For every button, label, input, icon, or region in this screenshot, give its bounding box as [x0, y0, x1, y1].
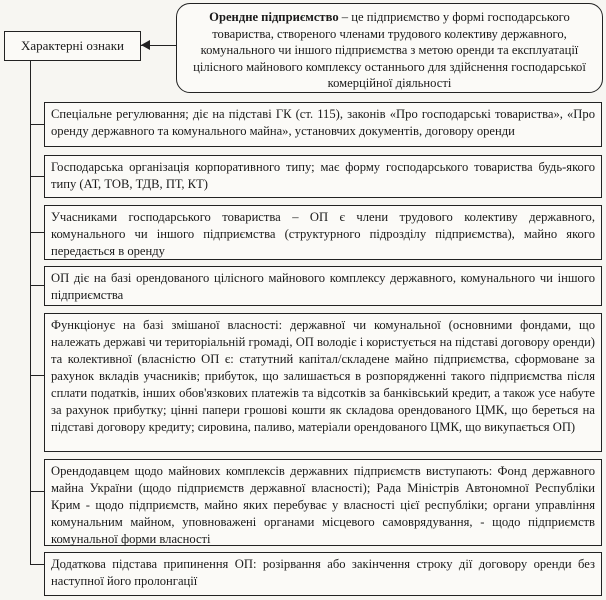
- branch-line: [30, 564, 44, 565]
- feature-text: Функціонує на базі змішаної власності: державної чи комунальної (основними фондами, що належать державі чи територіальній громаді, ОП володіє і користується на підставі договору оренди) та колективної (власністю ОП є: статутний капітал/складене майно підприємства, сформоване за рахунок вкладів учасників; прибуток, що залишається в розпорядженні такого підприємства після сплати податків, інших обов'язкових платежів та відсотків за банківський кредит, а також усе набуте за рахунок прибутку; цінні папери грошові кошти як складова орендованого ЦМК, що береться на підставі договору кредиту; сировина, паливо, матеріали орендованого ЦМК, що викупається ОП): [51, 318, 595, 434]
- feature-box: [44, 266, 602, 306]
- definition-box: [176, 3, 603, 93]
- feature-text: Орендодавцем щодо майнових комплексів державних підприємств виступають: Фонд державного майна України (щодо підприємств державної власності); Рада Міністрів Автономної Республіки Крим - щодо підприємств, майно яких перебуває у власності цієї республіки; органи управління комунальним майном, уповноважені органами місцевого самоврядування, - щодо підприємств комунальної форми власності: [51, 464, 595, 546]
- feature-box: [44, 552, 602, 596]
- branch-line: [30, 124, 44, 125]
- feature-text: ОП діє на базі орендованого цілісного майнового комплексу державного, комунального чи іншого підприємства: [51, 271, 595, 302]
- branch-line: [30, 232, 44, 233]
- branch-line: [30, 491, 44, 492]
- branch-line: [30, 375, 44, 376]
- branch-line: [30, 176, 44, 177]
- feature-text: Учасниками господарського товариства – ОП є члени трудового колективу державного, комунального чи іншого підприємства (структурного підрозділу підприємства), майно якого передається в оренду: [51, 210, 595, 258]
- feature-text: Спеціальне регулювання; діє на підставі ГК (ст. 115), законів «Про господарські товариства», «Про оренду державного та комунального майна», установчих документів, договору оренди: [51, 107, 595, 138]
- arrow-icon: [141, 40, 150, 50]
- feature-text: Господарська організація корпоративного типу; має форму господарського товариства будь-якого типу (АТ, ТОВ, ТДВ, ПТ, КТ): [51, 160, 595, 191]
- feature-box: [44, 102, 602, 147]
- definition-text: – це підприємство у формі господарського товариства, створеного членами трудового колективу державного, комунального чи іншого підприємства з метою оренди та експлуатації цілісного майнового комплексу останнього для здійснення господарської комерційної діяльності: [193, 10, 586, 90]
- branch-line: [30, 285, 44, 286]
- feature-box: [44, 155, 602, 198]
- feature-box: [44, 205, 602, 260]
- spine-line: [30, 61, 31, 564]
- title-text: Характерні ознаки: [21, 38, 124, 53]
- feature-box: [44, 459, 602, 546]
- feature-box: [44, 313, 602, 452]
- title-box: [4, 31, 141, 61]
- definition-term: Орендне підприємство: [209, 10, 339, 24]
- feature-text: Додаткова підстава припинення ОП: розірвання або закінчення строку дії договору оренди без наступної його пролонгації: [51, 557, 595, 588]
